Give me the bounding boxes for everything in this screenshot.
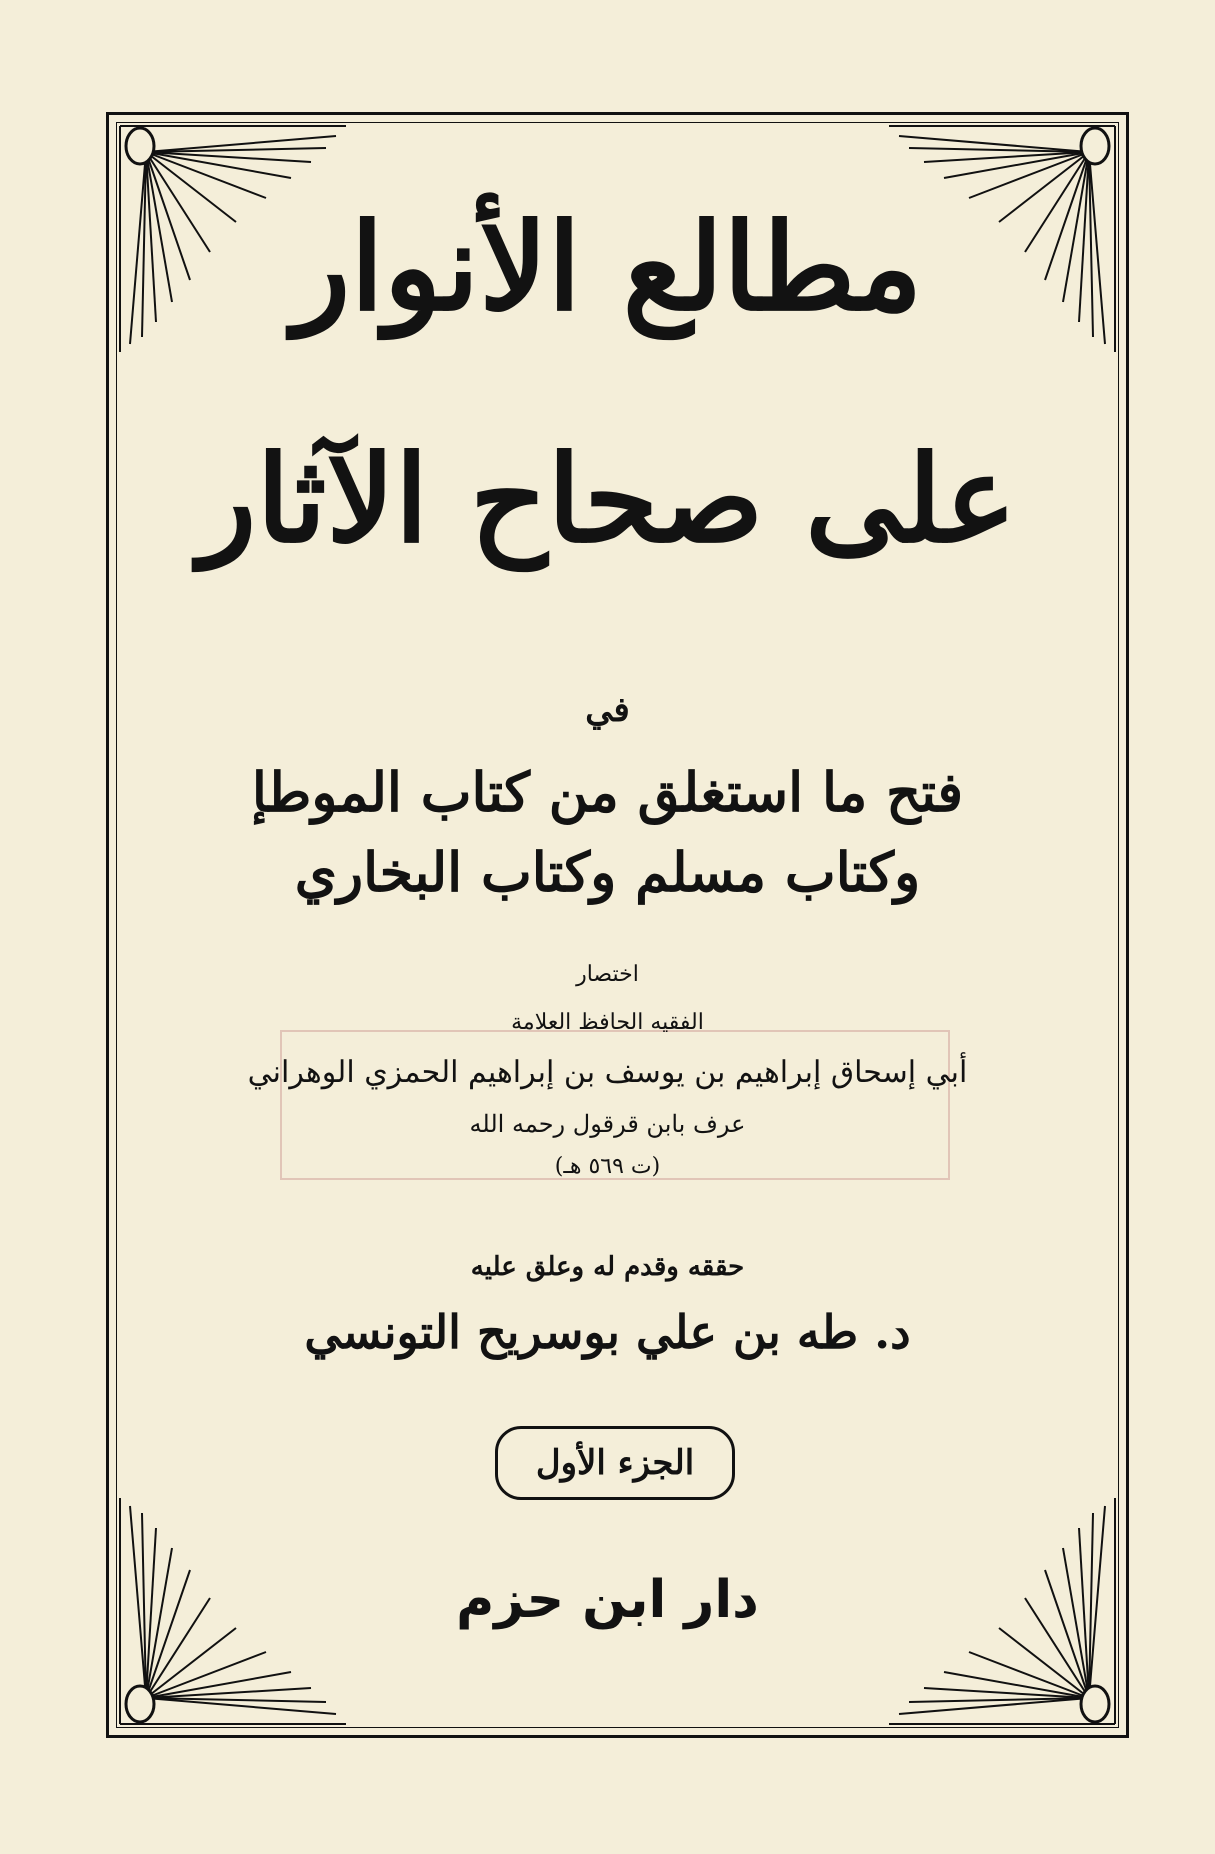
- subtitle-line-2: وكتاب مسلم وكتاب البخاري: [294, 840, 921, 904]
- book-title-line-2: على صحاح الآثار: [198, 429, 1017, 570]
- volume-label: الجزء الأول: [535, 1443, 695, 1483]
- volume-badge: [495, 1426, 735, 1500]
- author-name: أبي إسحاق إبراهيم بن يوسف بن إبراهيم الحمزي الوهراني: [247, 1055, 968, 1090]
- author-known-as: عرف بابن قرقول رحمه الله: [469, 1110, 746, 1138]
- editor-name: د. طه بن علي بوسريح التونسي: [304, 1305, 911, 1359]
- book-title-line-1: مطالع الأنوار: [292, 197, 923, 338]
- publisher-name: دار ابن حزم: [456, 1570, 759, 1630]
- editor-label: حققه وقدم له وعلق عليه: [470, 1252, 745, 1282]
- subtitle-line-1: فتح ما استغلق من كتاب الموطإ: [251, 760, 964, 824]
- abridgement-label: اختصار: [576, 962, 639, 987]
- author-epithet: الفقيه الحافظ العلامة: [511, 1010, 704, 1035]
- title-connector: في: [585, 690, 630, 730]
- author-death-date: (ت ٥٦٩ هـ): [554, 1154, 661, 1179]
